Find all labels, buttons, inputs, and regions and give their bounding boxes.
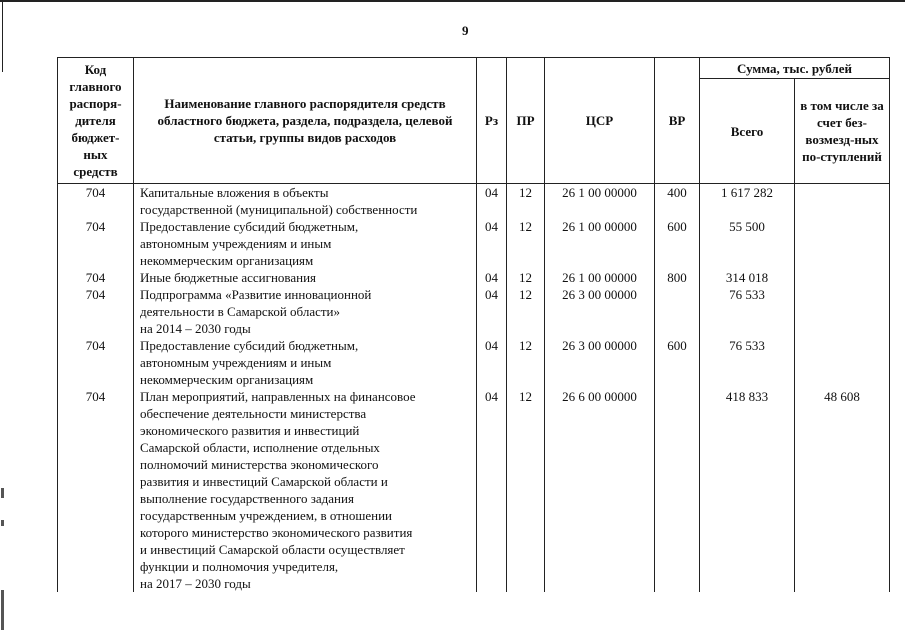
cell-code: 704 (58, 337, 134, 388)
cell-incl (795, 286, 890, 337)
cell-total: 1 617 282 (700, 184, 795, 219)
header-total: Всего (700, 79, 795, 184)
cell-pr: 12 (507, 286, 545, 337)
cell-incl (795, 218, 890, 269)
cell-rz: 04 (477, 184, 507, 219)
cell-csr: 26 1 00 00000 (545, 218, 655, 269)
cell-csr: 26 3 00 00000 (545, 286, 655, 337)
cell-vr: 800 (655, 269, 700, 286)
table-row (58, 337, 890, 388)
table-row (58, 388, 890, 592)
table-body (58, 184, 890, 593)
cell-total: 76 533 (700, 286, 795, 337)
cell-total: 55 500 (700, 218, 795, 269)
cell-vr: 600 (655, 218, 700, 269)
cell-total: 418 833 (700, 388, 795, 592)
table-row (58, 286, 890, 337)
cell-code: 704 (58, 184, 134, 219)
cell-rz: 04 (477, 269, 507, 286)
top-border-line (0, 0, 905, 2)
cell-pr: 12 (507, 388, 545, 592)
cell-code: 704 (58, 269, 134, 286)
cell-incl (795, 184, 890, 219)
cell-incl (795, 269, 890, 286)
cell-csr: 26 6 00 00000 (545, 388, 655, 592)
table-row (58, 218, 890, 269)
cell-name: Иные бюджетные ассигнования (134, 269, 477, 286)
cell-total: 314 018 (700, 269, 795, 286)
header-code: Код главного распоря-дителя бюджет-ных средств (58, 58, 134, 184)
table-header (58, 58, 890, 184)
cell-csr: 26 1 00 00000 (545, 269, 655, 286)
header-csr: ЦСР (545, 58, 655, 184)
page-number: 9 (462, 23, 469, 38)
header-pr: ПР (507, 58, 545, 184)
cell-total: 76 533 (700, 337, 795, 388)
cell-pr: 12 (507, 218, 545, 269)
cell-vr (655, 388, 700, 592)
left-margin-rule (2, 0, 3, 72)
cell-rz: 04 (477, 388, 507, 592)
cell-code: 704 (58, 218, 134, 269)
cell-name: План мероприятий, направленных на финансовое обеспечение деятельности министерства экономического развития и инвестиций Самарской области, исполнение отдельных полномочий министерства экономического развития и инвестиций Самарской области и выполнение государственного задания государственным учреждением, в отношении которого министерство экономического развития и инвестиций Самарской области осуществляет функции и полномочия учредителя, на 2017 – 2030 годы (134, 388, 477, 592)
cell-incl: 48 608 (795, 388, 890, 592)
header-name: Наименование главного распорядителя средств областного бюджета, раздела, подраздела, целевой статьи, группы видов расходов (134, 58, 477, 184)
table-row (58, 269, 890, 286)
header-rz: Рз (477, 58, 507, 184)
header-incl: в том числе за счет без-возмезд-ных по-ступлений (795, 79, 890, 184)
cell-pr: 12 (507, 184, 545, 219)
cell-pr: 12 (507, 269, 545, 286)
cell-vr: 400 (655, 184, 700, 219)
cell-name: Капитальные вложения в объекты государственной (муниципальной) собственности (134, 184, 477, 219)
header-sum-group: Сумма, тыс. рублей (700, 58, 890, 79)
cell-rz: 04 (477, 218, 507, 269)
cell-name: Предоставление субсидий бюджетным, автономным учреждениям и иным некоммерческим организациям (134, 218, 477, 269)
cell-rz: 04 (477, 337, 507, 388)
cell-vr (655, 286, 700, 337)
cell-code: 704 (58, 388, 134, 592)
header-vr: ВР (655, 58, 700, 184)
cell-vr: 600 (655, 337, 700, 388)
cell-name: Подпрограмма «Развитие инновационной деятельности в Самарской области» на 2014 – 2030 годы (134, 286, 477, 337)
budget-table (57, 57, 890, 592)
cell-code: 704 (58, 286, 134, 337)
scan-margin-marks (0, 480, 6, 636)
cell-pr: 12 (507, 337, 545, 388)
cell-incl (795, 337, 890, 388)
cell-csr: 26 3 00 00000 (545, 337, 655, 388)
cell-name: Предоставление субсидий бюджетным, автономным учреждениям и иным некоммерческим организациям (134, 337, 477, 388)
table-row (58, 184, 890, 219)
cell-rz: 04 (477, 286, 507, 337)
cell-csr: 26 1 00 00000 (545, 184, 655, 219)
